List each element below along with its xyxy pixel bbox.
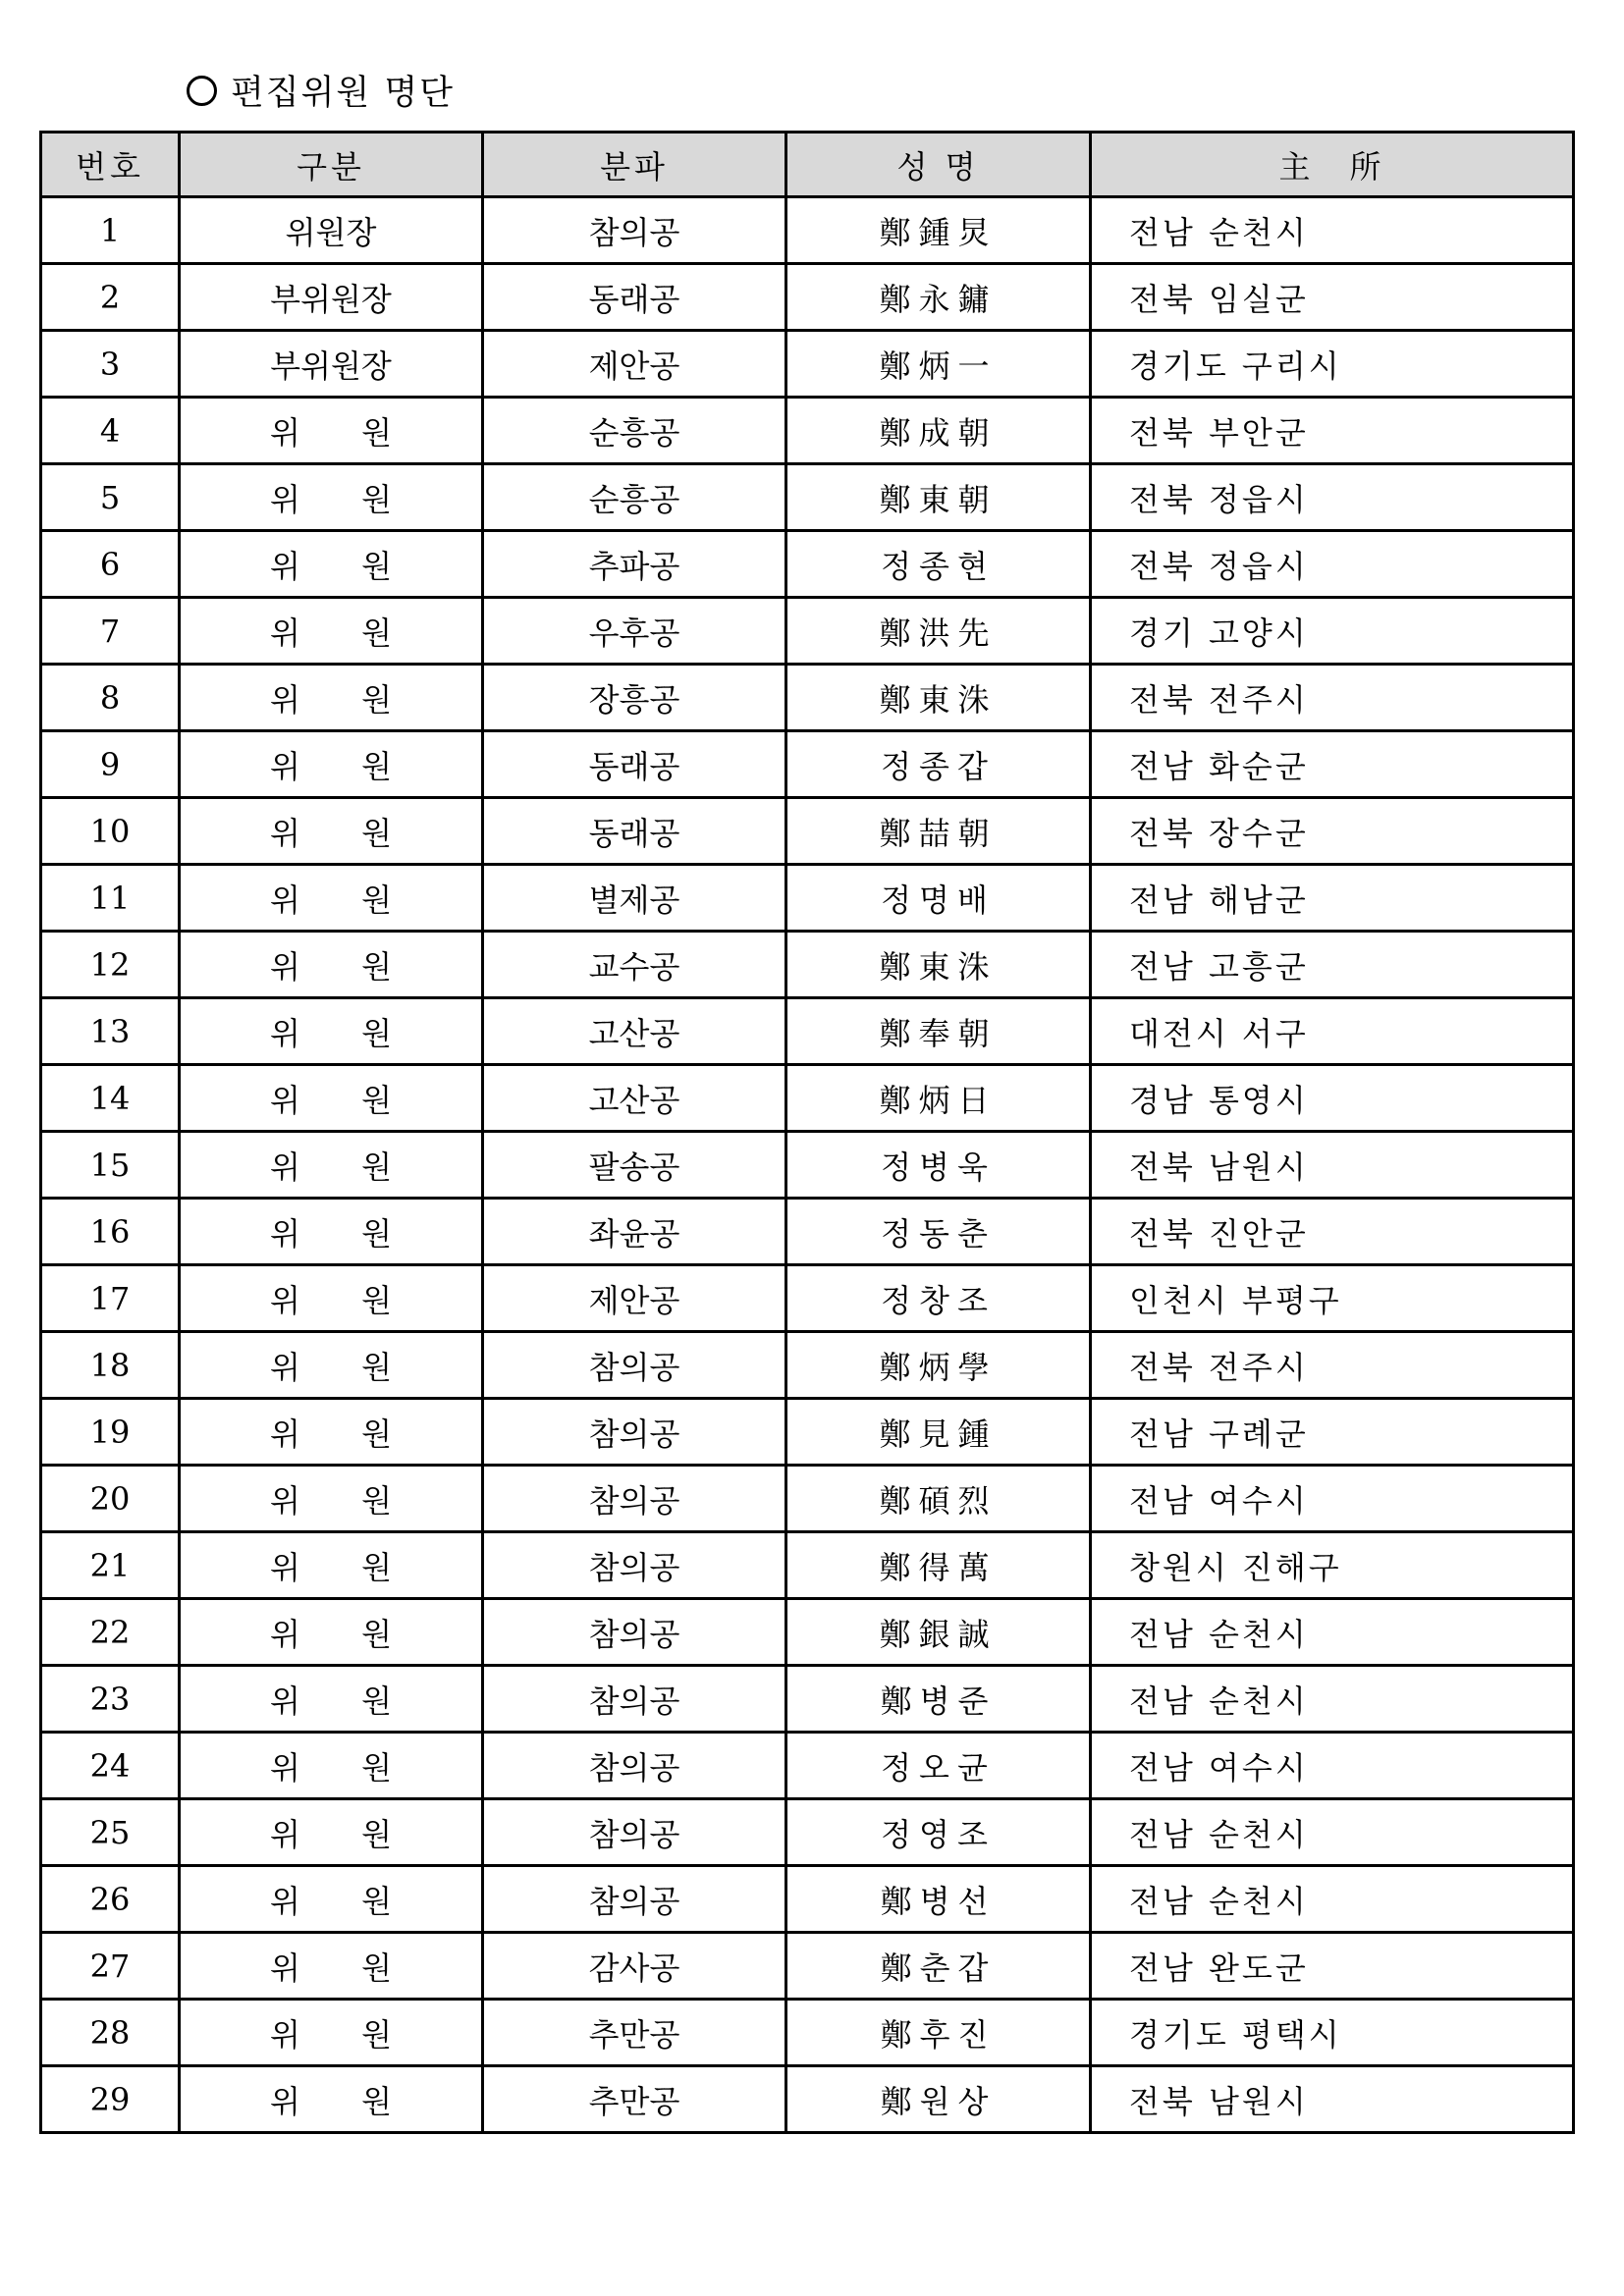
table-row [41, 998, 1574, 1065]
cell-division: 위 원 [180, 464, 483, 531]
cell-number: 5 [41, 464, 180, 531]
cell-branch: 참의공 [483, 1399, 786, 1466]
cell-name: 정병욱 [786, 1132, 1091, 1199]
header-number: 번호 [41, 133, 180, 197]
cell-division: 위 원 [180, 1332, 483, 1399]
cell-branch: 좌윤공 [483, 1199, 786, 1265]
table-row [41, 598, 1574, 665]
table-row [41, 798, 1574, 865]
cell-branch: 참의공 [483, 1866, 786, 1933]
cell-branch: 제안공 [483, 1265, 786, 1332]
cell-branch: 추만공 [483, 2066, 786, 2133]
table-row [41, 1599, 1574, 1666]
cell-division: 부위원장 [180, 331, 483, 398]
cell-branch: 참의공 [483, 1332, 786, 1399]
cell-name: 정동춘 [786, 1199, 1091, 1265]
table-row [41, 1399, 1574, 1466]
cell-division: 위 원 [180, 2066, 483, 2133]
table-row [41, 665, 1574, 731]
cell-division: 위원장 [180, 197, 483, 264]
cell-address: 전북 남원시 [1091, 2066, 1574, 2133]
cell-name: 鄭永鏞 [786, 264, 1091, 331]
cell-address: 창원시 진해구 [1091, 1532, 1574, 1599]
cell-number: 25 [41, 1799, 180, 1866]
cell-number: 6 [41, 531, 180, 598]
table-row [41, 1199, 1574, 1265]
cell-address: 대전시 서구 [1091, 998, 1574, 1065]
cell-division: 위 원 [180, 1666, 483, 1733]
cell-number: 26 [41, 1866, 180, 1933]
cell-division: 위 원 [180, 998, 483, 1065]
cell-address: 경기 고양시 [1091, 598, 1574, 665]
table-row [41, 464, 1574, 531]
cell-number: 14 [41, 1065, 180, 1132]
cell-division: 위 원 [180, 1733, 483, 1799]
cell-name: 鄭喆朝 [786, 798, 1091, 865]
cell-name: 鄭洪先 [786, 598, 1091, 665]
cell-address: 전남 구례군 [1091, 1399, 1574, 1466]
table-row [41, 1733, 1574, 1799]
cell-branch: 교수공 [483, 932, 786, 998]
cell-name: 鄭원상 [786, 2066, 1091, 2133]
cell-division: 위 원 [180, 1466, 483, 1532]
cell-number: 9 [41, 731, 180, 798]
cell-division: 위 원 [180, 1265, 483, 1332]
cell-division: 위 원 [180, 2000, 483, 2066]
table-row [41, 1933, 1574, 2000]
table-row [41, 731, 1574, 798]
table-row [41, 932, 1574, 998]
circle-bullet-icon [187, 76, 217, 106]
table-row [41, 1666, 1574, 1733]
table-row [41, 331, 1574, 398]
cell-name: 鄭碩烈 [786, 1466, 1091, 1532]
cell-division: 위 원 [180, 1799, 483, 1866]
cell-branch: 동래공 [483, 264, 786, 331]
cell-number: 2 [41, 264, 180, 331]
cell-branch: 우후공 [483, 598, 786, 665]
cell-name: 鄭鍾炅 [786, 197, 1091, 264]
cell-address: 전북 정읍시 [1091, 531, 1574, 598]
table-body [41, 197, 1574, 2133]
cell-division: 위 원 [180, 665, 483, 731]
cell-address: 전북 남원시 [1091, 1132, 1574, 1199]
cell-address: 전남 여수시 [1091, 1466, 1574, 1532]
cell-division: 위 원 [180, 932, 483, 998]
cell-name: 鄭炳一 [786, 331, 1091, 398]
cell-branch: 참의공 [483, 1666, 786, 1733]
cell-branch: 동래공 [483, 731, 786, 798]
header-address: 主 所 [1091, 133, 1574, 197]
cell-number: 21 [41, 1532, 180, 1599]
cell-number: 28 [41, 2000, 180, 2066]
cell-address: 전남 순천시 [1091, 1866, 1574, 1933]
cell-address: 전남 해남군 [1091, 865, 1574, 932]
cell-number: 3 [41, 331, 180, 398]
cell-address: 전남 순천시 [1091, 1799, 1574, 1866]
cell-address: 전남 완도군 [1091, 1933, 1574, 2000]
cell-name: 鄭춘갑 [786, 1933, 1091, 2000]
document-title-text: 편집위원 명단 [231, 74, 455, 113]
table-row [41, 1065, 1574, 1132]
cell-name: 鄭奉朝 [786, 998, 1091, 1065]
cell-division: 위 원 [180, 1599, 483, 1666]
cell-name: 鄭東朝 [786, 464, 1091, 531]
cell-division: 부위원장 [180, 264, 483, 331]
cell-branch: 참의공 [483, 1733, 786, 1799]
cell-address: 인천시 부평구 [1091, 1265, 1574, 1332]
cell-name: 鄭東洙 [786, 932, 1091, 998]
cell-address: 경기도 평택시 [1091, 2000, 1574, 2066]
cell-division: 위 원 [180, 1065, 483, 1132]
cell-branch: 참의공 [483, 197, 786, 264]
cell-branch: 고산공 [483, 998, 786, 1065]
table-row [41, 264, 1574, 331]
cell-number: 22 [41, 1599, 180, 1666]
cell-number: 10 [41, 798, 180, 865]
cell-number: 18 [41, 1332, 180, 1399]
cell-branch: 참의공 [483, 1532, 786, 1599]
header-name: 성 명 [786, 133, 1091, 197]
table-row [41, 197, 1574, 264]
cell-number: 27 [41, 1933, 180, 2000]
cell-branch: 장흥공 [483, 665, 786, 731]
table-row [41, 1265, 1574, 1332]
cell-address: 전북 전주시 [1091, 665, 1574, 731]
table-header [41, 133, 1574, 197]
cell-name: 정오균 [786, 1733, 1091, 1799]
cell-branch: 추파공 [483, 531, 786, 598]
cell-name: 鄭得萬 [786, 1532, 1091, 1599]
cell-branch: 감사공 [483, 1933, 786, 2000]
cell-address: 전북 장수군 [1091, 798, 1574, 865]
table-row [41, 531, 1574, 598]
table-row [41, 2000, 1574, 2066]
cell-division: 위 원 [180, 1199, 483, 1265]
cell-division: 위 원 [180, 1933, 483, 2000]
table-row [41, 1132, 1574, 1199]
cell-number: 4 [41, 398, 180, 464]
cell-number: 12 [41, 932, 180, 998]
cell-division: 위 원 [180, 598, 483, 665]
cell-name: 鄭후진 [786, 2000, 1091, 2066]
header-division: 구분 [180, 133, 483, 197]
cell-division: 위 원 [180, 1132, 483, 1199]
cell-name: 鄭見鍾 [786, 1399, 1091, 1466]
cell-address: 전북 임실군 [1091, 264, 1574, 331]
table-row [41, 1466, 1574, 1532]
cell-number: 24 [41, 1733, 180, 1799]
cell-branch: 참의공 [483, 1599, 786, 1666]
cell-name: 鄭병선 [786, 1866, 1091, 1933]
cell-address: 전남 여수시 [1091, 1733, 1574, 1799]
cell-name: 鄭銀誠 [786, 1599, 1091, 1666]
cell-name: 정창조 [786, 1265, 1091, 1332]
cell-address: 경남 통영시 [1091, 1065, 1574, 1132]
cell-division: 위 원 [180, 1866, 483, 1933]
table-row [41, 1332, 1574, 1399]
cell-number: 19 [41, 1399, 180, 1466]
table-row [41, 1866, 1574, 1933]
cell-name: 정종갑 [786, 731, 1091, 798]
cell-address: 전북 전주시 [1091, 1332, 1574, 1399]
cell-branch: 동래공 [483, 798, 786, 865]
cell-branch: 별제공 [483, 865, 786, 932]
cell-name: 鄭병준 [786, 1666, 1091, 1733]
cell-address: 전남 고흥군 [1091, 932, 1574, 998]
cell-name: 鄭炳日 [786, 1065, 1091, 1132]
cell-address: 전남 순천시 [1091, 1599, 1574, 1666]
cell-address: 전북 진안군 [1091, 1199, 1574, 1265]
cell-name: 정종현 [786, 531, 1091, 598]
cell-branch: 고산공 [483, 1065, 786, 1132]
cell-address: 전남 순천시 [1091, 1666, 1574, 1733]
cell-number: 13 [41, 998, 180, 1065]
cell-number: 8 [41, 665, 180, 731]
table-row [41, 1799, 1574, 1866]
cell-number: 16 [41, 1199, 180, 1265]
table-row [41, 865, 1574, 932]
table-row [41, 398, 1574, 464]
cell-address: 전남 화순군 [1091, 731, 1574, 798]
document-title [187, 65, 455, 116]
header-branch: 분파 [483, 133, 786, 197]
cell-number: 7 [41, 598, 180, 665]
cell-number: 29 [41, 2066, 180, 2133]
cell-branch: 참의공 [483, 1799, 786, 1866]
cell-name: 鄭東洙 [786, 665, 1091, 731]
cell-branch: 순흥공 [483, 464, 786, 531]
cell-address: 경기도 구리시 [1091, 331, 1574, 398]
committee-roster-table [39, 131, 1575, 2134]
cell-number: 20 [41, 1466, 180, 1532]
header-row [41, 133, 1574, 197]
cell-branch: 팔송공 [483, 1132, 786, 1199]
cell-number: 11 [41, 865, 180, 932]
cell-address: 전북 정읍시 [1091, 464, 1574, 531]
cell-name: 정영조 [786, 1799, 1091, 1866]
cell-branch: 추만공 [483, 2000, 786, 2066]
cell-division: 위 원 [180, 731, 483, 798]
cell-number: 15 [41, 1132, 180, 1199]
cell-division: 위 원 [180, 1532, 483, 1599]
cell-address: 전남 순천시 [1091, 197, 1574, 264]
cell-name: 정명배 [786, 865, 1091, 932]
cell-division: 위 원 [180, 531, 483, 598]
cell-division: 위 원 [180, 398, 483, 464]
cell-number: 17 [41, 1265, 180, 1332]
cell-branch: 참의공 [483, 1466, 786, 1532]
cell-number: 1 [41, 197, 180, 264]
table-row [41, 2066, 1574, 2133]
cell-address: 전북 부안군 [1091, 398, 1574, 464]
cell-branch: 제안공 [483, 331, 786, 398]
cell-name: 鄭成朝 [786, 398, 1091, 464]
table-row [41, 1532, 1574, 1599]
cell-division: 위 원 [180, 865, 483, 932]
cell-number: 23 [41, 1666, 180, 1733]
cell-name: 鄭炳學 [786, 1332, 1091, 1399]
cell-branch: 순흥공 [483, 398, 786, 464]
cell-division: 위 원 [180, 1399, 483, 1466]
cell-division: 위 원 [180, 798, 483, 865]
